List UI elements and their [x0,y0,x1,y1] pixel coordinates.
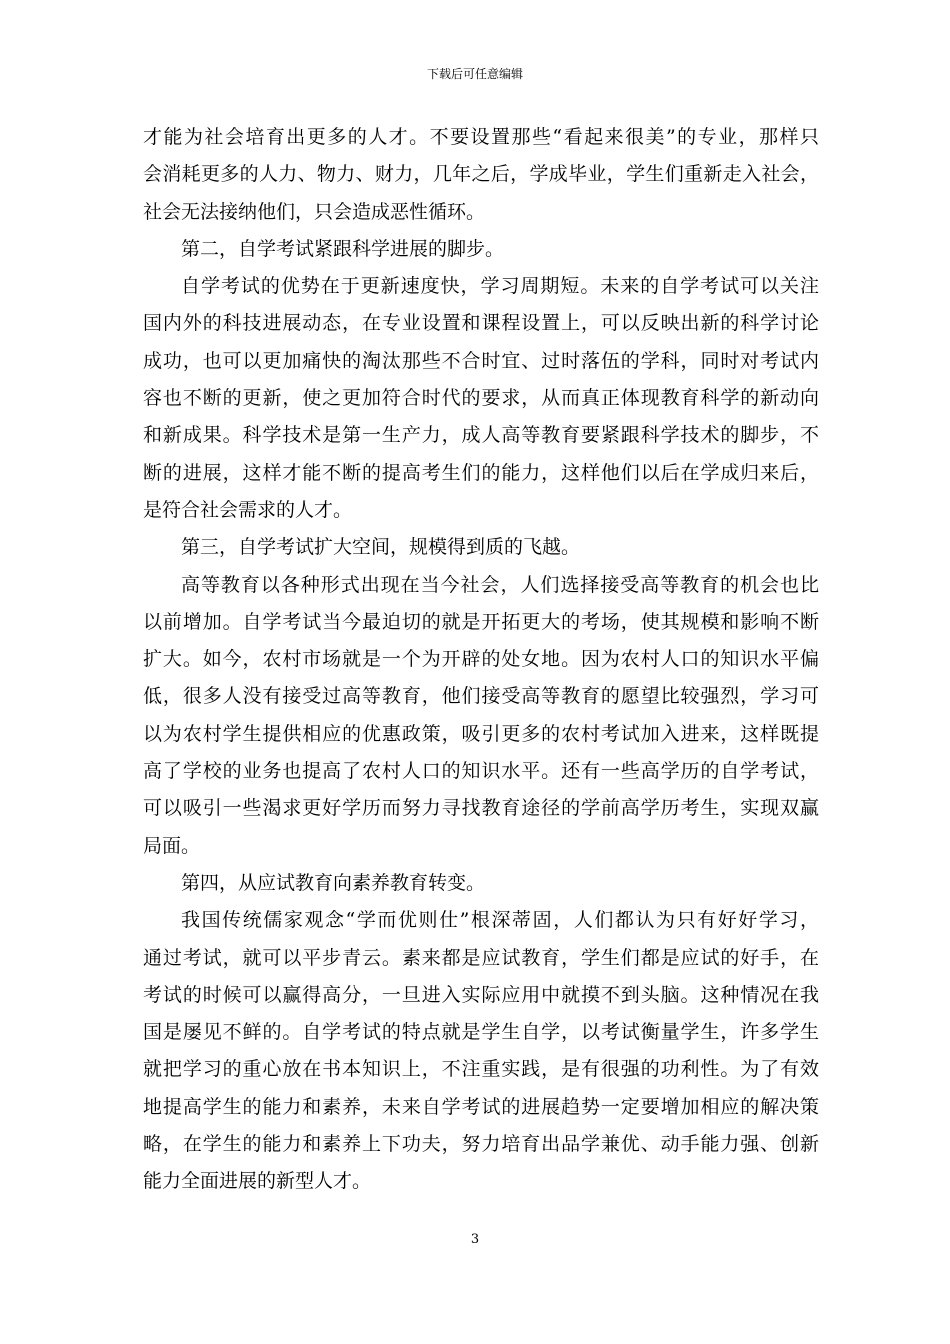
text-line: 国是屡见不鲜的。自学考试的特点就是学生自学，以考试衡量学生，许多学生 [143,1021,819,1044]
page-header: 下载后可任意编辑 [426,67,523,81]
page-number: 3 [470,1232,480,1247]
text-line: 成功，也可以更加痛快的淘汰那些不合时宜、过时落伍的学科，同时对考试内 [143,349,819,372]
text-line: 会消耗更多的人力、物力、财力，几年之后，学成毕业，学生们重新走入社会， [143,163,819,186]
text-line: 考试的时候可以赢得高分，一旦进入实际应用中就摸不到头脑。这种情况在我 [143,983,819,1006]
text-line: 我国传统儒家观念“学而优则仕”根深蒂固，人们都认为只有好好学习， [181,909,819,932]
text-line: 能力全面进展的新型人才。 [143,1170,372,1193]
text-line: 高了学校的业务也提高了农村人口的知识水平。还有一些高学历的自学考试， [143,760,819,783]
text-line: 就把学习的重心放在书本知识上，不注重实践，是有很强的功利性。为了有效 [143,1058,819,1081]
text-line: 是符合社会需求的人才。 [143,498,353,521]
text-line: 断的进展，这样才能不断的提高考生们的能力，这样他们以后在学成归来后， [143,461,819,484]
body-text [143,119,819,1201]
text-line: 容也不断的更新，使之更加符合时代的要求，从而真正体现教育科学的新动向 [143,387,819,410]
text-line: 地提高学生的能力和素养，未来自学考试的进展趋势一定要增加相应的解决策 [143,1095,819,1118]
text-line: 局面。 [143,834,201,857]
section-heading: 第三，自学考试扩大空间，规模得到质的飞越。 [181,536,581,559]
text-line: 国内外的科技进展动态，在专业设置和课程设置上，可以反映出新的科学讨论 [143,312,819,335]
section-heading: 第四，从应试教育向素养教育转变。 [181,871,486,894]
text-line: 以为农村学生提供相应的优惠政策，吸引更多的农村考试加入进来，这样既提 [143,722,819,745]
text-line: 可以吸引一些渴求更好学历而努力寻找教育途径的学前高学历考生，实现双赢 [143,797,819,820]
text-line: 社会无法接纳他们，只会造成恶性循环。 [143,200,486,223]
text-line: 才能为社会培育出更多的人才。不要设置那些“看起来很美”的专业，那样只 [143,126,819,148]
text-line: 扩大。如今，农村市场就是一个为开辟的处女地。因为农村人口的知识水平偏 [143,648,819,671]
text-line: 略，在学生的能力和素养上下功夫，努力培育出品学兼优、动手能力强、创新 [143,1133,819,1156]
text-line: 和新成果。科学技术是第一生产力，成人高等教育要紧跟科学技术的脚步，不 [143,424,819,447]
section-heading: 第二，自学考试紧跟科学进展的脚步。 [181,237,505,260]
text-line: 高等教育以各种形式出现在当今社会，人们选择接受高等教育的机会也比 [181,573,819,596]
text-line: 通过考试，就可以平步青云。素来都是应试教育，学生们都是应试的好手，在 [143,946,819,969]
text-line: 低，很多人没有接受过高等教育，他们接受高等教育的愿望比较强烈，学习可 [143,685,819,708]
text-line: 以前增加。自学考试当今最迫切的就是开拓更大的考场，使其规模和影响不断 [143,610,819,633]
text-line: 自学考试的优势在于更新速度快，学习周期短。未来的自学考试可以关注 [181,275,819,298]
